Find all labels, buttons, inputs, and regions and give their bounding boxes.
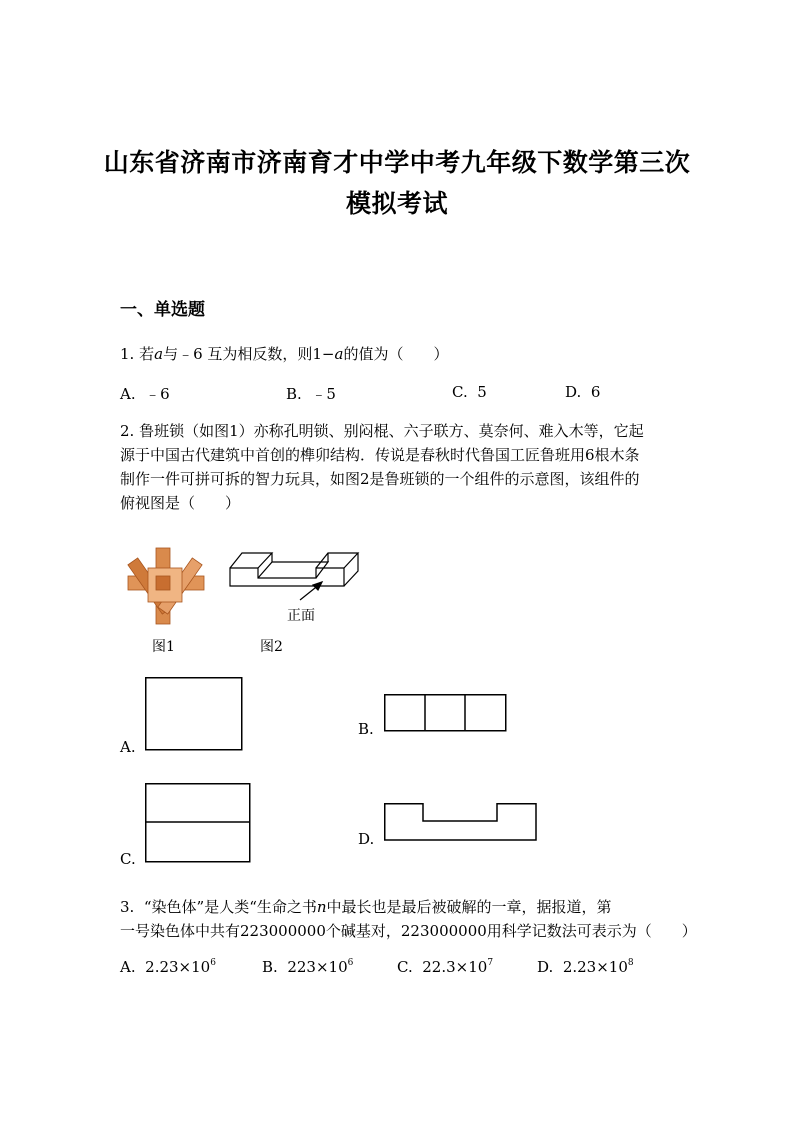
q3-text-b: 中最长也是最后被破解的一章，据报道，第 <box>326 898 612 916</box>
q3-text-a: “染色体”是人类“生命之书 <box>143 898 317 916</box>
question-number: 3. <box>120 898 135 916</box>
option-base: 22.3×10 <box>422 958 488 976</box>
q1-var-a2: a <box>334 345 344 363</box>
option-c-figure[interactable] <box>145 783 251 863</box>
option-label: A. <box>120 958 136 976</box>
option-label: A. <box>120 385 136 403</box>
option-label: C. <box>397 958 413 976</box>
option-label: B. <box>286 385 302 403</box>
q2-option-b-label[interactable]: B. <box>358 720 374 738</box>
option-text: ﹣6 <box>145 385 170 403</box>
component-diagram <box>228 548 363 608</box>
option-base: 2.23×10 <box>562 958 628 976</box>
option-label: D. <box>537 958 554 976</box>
figure-1-caption: 图1 <box>152 639 175 655</box>
question-2-line4: 俯视图是（ ） <box>120 494 241 512</box>
q1-option-c[interactable] <box>452 383 487 401</box>
option-base: 223×10 <box>287 958 348 976</box>
option-d-figure[interactable] <box>384 803 538 841</box>
q1-text-mid: 与﹣6 互为相反数，则1− <box>163 345 335 363</box>
question-2-line1 <box>120 420 644 441</box>
option-label: C. <box>452 383 468 401</box>
q2-option-a-label[interactable]: A. <box>120 738 136 756</box>
page-title-line1: 山东省济南市济南育才中学中考九年级下数学第三次 <box>103 148 691 177</box>
question-number: 1. <box>120 345 135 363</box>
q2-option-d-label[interactable]: D. <box>358 830 375 848</box>
option-b-figure[interactable] <box>384 694 507 732</box>
q1-text-post: 的值为（ ） <box>343 345 449 363</box>
option-base: 2.23×10 <box>145 958 211 976</box>
option-label: B. <box>262 958 278 976</box>
q2-text-line: 鲁班锁（如图1）亦称孔明锁、别闷棍、六子联方、莫奈何、难入木等，它起 <box>139 422 644 440</box>
option-text: 5 <box>477 383 487 401</box>
option-exponent: 7 <box>487 958 494 968</box>
option-text: 6 <box>590 383 601 401</box>
question-number: 2. <box>120 422 135 440</box>
q3-option-a[interactable] <box>120 958 216 976</box>
q1-var-a: a <box>154 345 164 363</box>
option-exponent: 6 <box>347 958 354 968</box>
question-1 <box>120 343 448 364</box>
question-3-line2: 一号染色体中共有223000000个碱基对，223000000用科学记数法可表示为（ ） <box>120 922 697 940</box>
question-3-line1 <box>120 896 612 917</box>
q3-option-c[interactable] <box>397 958 493 976</box>
q3-option-b[interactable] <box>262 958 353 976</box>
question-2-line2: 源于中国古代建筑中首创的榫卯结构．传说是春秋时代鲁国工匠鲁班用6根木条 <box>120 446 640 464</box>
option-exponent: 6 <box>210 958 216 968</box>
q2-option-c-label[interactable]: C. <box>120 850 136 868</box>
page-title-line2: 模拟考试 <box>345 189 448 218</box>
option-a-figure[interactable] <box>145 677 243 751</box>
q1-text-pre: 若 <box>139 345 155 363</box>
question-2-line3: 制作一件可拼可拆的智力玩具，如图2是鲁班锁的一个组件的示意图，该组件的 <box>120 470 640 488</box>
option-exponent: 8 <box>627 958 634 968</box>
luban-lock-image <box>126 546 206 626</box>
section-heading: 一、单选题 <box>120 300 205 320</box>
option-text: ﹣5 <box>311 385 336 403</box>
front-label: 正面 <box>287 608 315 624</box>
q1-option-d[interactable] <box>565 383 600 401</box>
q3-var-n: n <box>316 898 327 916</box>
q3-option-d[interactable] <box>537 958 634 976</box>
option-label: D. <box>565 383 582 401</box>
q1-option-a[interactable] <box>120 383 170 404</box>
figure-2-caption: 图2 <box>260 639 283 655</box>
q1-option-b[interactable] <box>286 383 336 404</box>
